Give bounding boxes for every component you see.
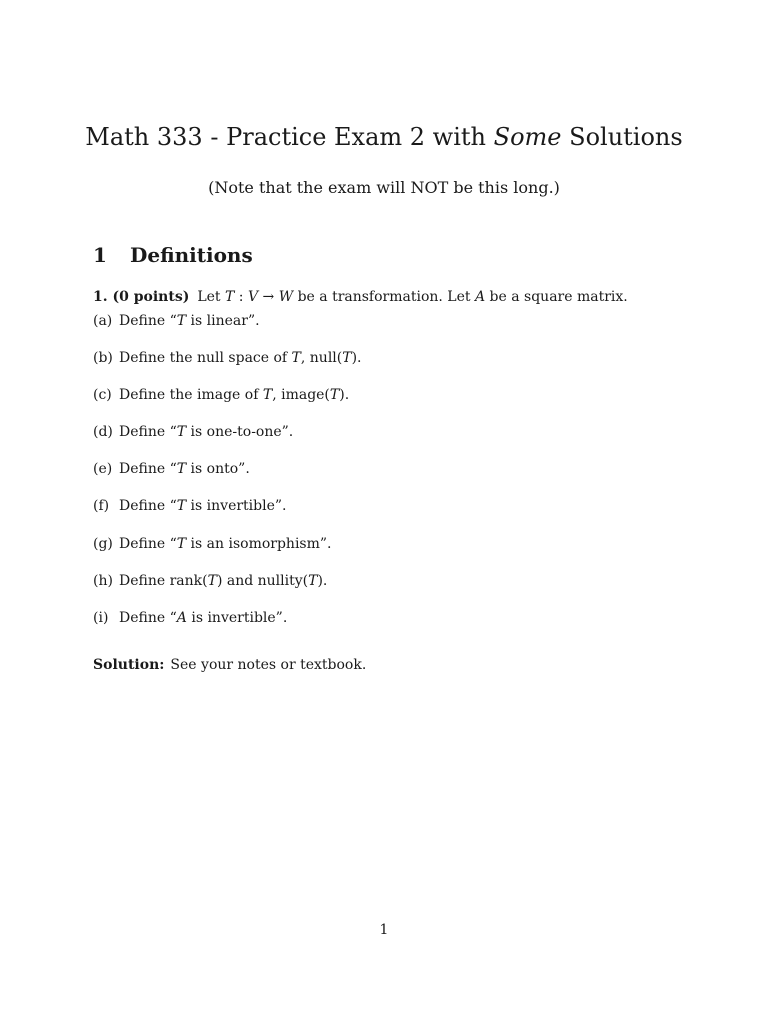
item-text: Define the null space of T, null(T). <box>119 350 362 366</box>
item-label: (g) <box>93 536 113 552</box>
document-title <box>0 120 768 154</box>
list-item <box>93 607 287 629</box>
problem-statement <box>93 286 628 308</box>
item-text: Define “A is invertible”. <box>119 610 288 626</box>
section-number: 1 <box>93 243 107 267</box>
solution-label: Solution: <box>93 657 165 673</box>
list-item <box>93 347 362 369</box>
math-symbol: W <box>278 289 294 305</box>
list-item <box>93 533 332 555</box>
item-text: Define “T is linear”. <box>119 313 260 329</box>
arrow-symbol: → <box>258 289 279 305</box>
item-label: (e) <box>93 461 113 477</box>
item-label: (i) <box>93 610 109 626</box>
problem-text: : <box>234 289 248 305</box>
item-text: Define “T is one-to-one”. <box>119 424 294 440</box>
section-heading <box>93 241 253 269</box>
problem-text: Let <box>197 289 225 305</box>
item-text: Define “T is invertible”. <box>119 498 287 514</box>
problem-text: be a square matrix. <box>485 289 628 305</box>
item-text: Define “T is an isomorphism”. <box>119 536 332 552</box>
solution-block <box>93 654 366 676</box>
math-symbol: A <box>474 289 486 305</box>
list-item <box>93 570 327 592</box>
item-label: (c) <box>93 387 112 403</box>
title-emphasis: Some <box>493 123 562 151</box>
list-item <box>93 310 260 332</box>
problem-text: be a transformation. Let <box>293 289 475 305</box>
exam-length-note: (Note that the exam will NOT be this long.) <box>208 178 560 197</box>
item-text: Define the image of T, image(T). <box>119 387 350 403</box>
list-item <box>93 458 250 480</box>
item-label: (b) <box>93 350 113 366</box>
section-title: Definitions <box>130 243 253 267</box>
item-text: Define “T is onto”. <box>119 461 250 477</box>
list-item <box>93 495 287 517</box>
problem-label: 1. (0 points) <box>93 289 190 305</box>
math-symbol: T <box>225 289 235 305</box>
page-number: 1 <box>379 922 389 938</box>
list-item <box>93 384 349 406</box>
title-prefix: Math 333 - Practice Exam 2 with <box>85 123 494 151</box>
item-text: Define rank(T) and nullity(T). <box>119 573 328 589</box>
item-label: (h) <box>93 573 113 589</box>
title-suffix: Solutions <box>561 123 683 151</box>
item-label: (d) <box>93 424 113 440</box>
item-label: (a) <box>93 313 113 329</box>
list-item <box>93 421 293 443</box>
math-symbol: V <box>247 289 259 305</box>
item-label: (f) <box>93 498 110 514</box>
solution-text: See your notes or textbook. <box>170 657 367 673</box>
